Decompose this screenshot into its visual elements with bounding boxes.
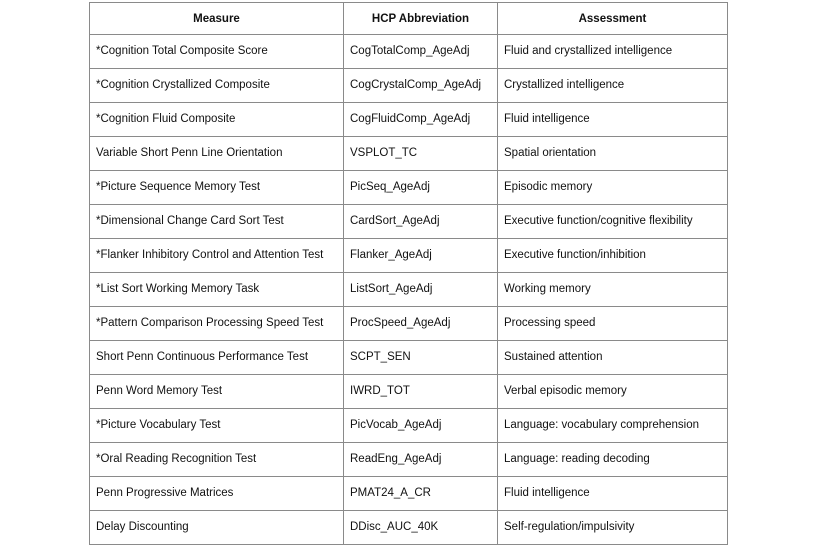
measure-cell: *List Sort Working Memory Task — [90, 273, 344, 307]
assessment-cell: Sustained attention — [498, 341, 728, 375]
abbreviation-cell: CogFluidComp_AgeAdj — [344, 103, 498, 137]
header-row — [90, 3, 728, 35]
measure-cell: *Cognition Crystallized Composite — [90, 69, 344, 103]
table-body — [90, 35, 728, 545]
abbreviation-cell: Flanker_AgeAdj — [344, 239, 498, 273]
measure-cell: Delay Discounting — [90, 511, 344, 545]
table-row — [90, 409, 728, 443]
abbreviation-cell: IWRD_TOT — [344, 375, 498, 409]
column-header-assessment: Assessment — [498, 3, 728, 35]
abbreviation-cell: ReadEng_AgeAdj — [344, 443, 498, 477]
abbreviation-cell: PicVocab_AgeAdj — [344, 409, 498, 443]
table-row — [90, 273, 728, 307]
assessment-cell: Self-regulation/impulsivity — [498, 511, 728, 545]
assessment-cell: Episodic memory — [498, 171, 728, 205]
assessment-cell: Fluid intelligence — [498, 103, 728, 137]
abbreviation-cell: CogTotalComp_AgeAdj — [344, 35, 498, 69]
assessment-cell: Spatial orientation — [498, 137, 728, 171]
measure-cell: *Picture Vocabulary Test — [90, 409, 344, 443]
abbreviation-cell: PMAT24_A_CR — [344, 477, 498, 511]
abbreviation-cell: SCPT_SEN — [344, 341, 498, 375]
abbreviation-cell: DDisc_AUC_40K — [344, 511, 498, 545]
table-row — [90, 69, 728, 103]
measure-cell: Variable Short Penn Line Orientation — [90, 137, 344, 171]
abbreviation-cell: CogCrystalComp_AgeAdj — [344, 69, 498, 103]
table-row — [90, 341, 728, 375]
abbreviation-cell: ProcSpeed_AgeAdj — [344, 307, 498, 341]
assessment-cell: Language: vocabulary comprehension — [498, 409, 728, 443]
abbreviation-cell: CardSort_AgeAdj — [344, 205, 498, 239]
table-row — [90, 511, 728, 545]
table-row — [90, 171, 728, 205]
abbreviation-cell: VSPLOT_TC — [344, 137, 498, 171]
measure-cell: *Oral Reading Recognition Test — [90, 443, 344, 477]
table-row — [90, 137, 728, 171]
table-row — [90, 477, 728, 511]
abbreviation-cell: PicSeq_AgeAdj — [344, 171, 498, 205]
measure-cell: *Pattern Comparison Processing Speed Test — [90, 307, 344, 341]
assessment-cell: Working memory — [498, 273, 728, 307]
measure-cell: *Cognition Fluid Composite — [90, 103, 344, 137]
measure-cell: Penn Word Memory Test — [90, 375, 344, 409]
table-row — [90, 307, 728, 341]
table-row — [90, 205, 728, 239]
assessment-cell: Executive function/cognitive flexibility — [498, 205, 728, 239]
assessment-cell: Fluid and crystallized intelligence — [498, 35, 728, 69]
assessment-cell: Fluid intelligence — [498, 477, 728, 511]
assessment-cell: Language: reading decoding — [498, 443, 728, 477]
assessment-cell: Processing speed — [498, 307, 728, 341]
column-header-hcp-abbreviation: HCP Abbreviation — [344, 3, 498, 35]
measures-table — [89, 2, 728, 545]
measure-cell: *Cognition Total Composite Score — [90, 35, 344, 69]
measure-cell: *Flanker Inhibitory Control and Attention Test — [90, 239, 344, 273]
table-row — [90, 375, 728, 409]
measure-cell: Short Penn Continuous Performance Test — [90, 341, 344, 375]
table-row — [90, 35, 728, 69]
abbreviation-cell: ListSort_AgeAdj — [344, 273, 498, 307]
measure-cell: *Picture Sequence Memory Test — [90, 171, 344, 205]
measure-cell: *Dimensional Change Card Sort Test — [90, 205, 344, 239]
table-row — [90, 239, 728, 273]
column-header-measure: Measure — [90, 3, 344, 35]
table-row — [90, 103, 728, 137]
assessment-cell: Executive function/inhibition — [498, 239, 728, 273]
table-row — [90, 443, 728, 477]
measure-cell: Penn Progressive Matrices — [90, 477, 344, 511]
assessment-cell: Crystallized intelligence — [498, 69, 728, 103]
assessment-cell: Verbal episodic memory — [498, 375, 728, 409]
